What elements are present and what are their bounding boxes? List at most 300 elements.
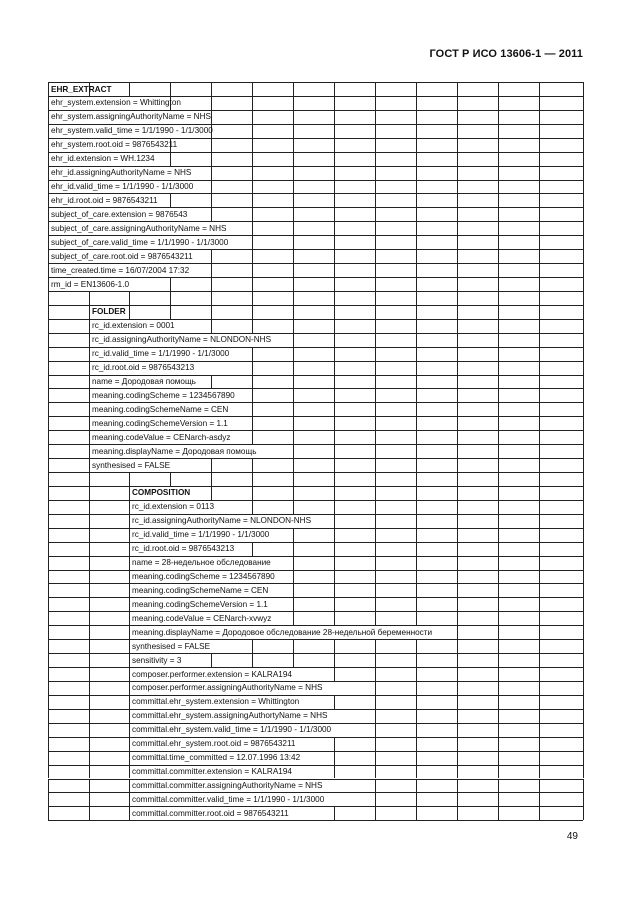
table-cell-border (375, 180, 376, 194)
table-cell-border (498, 500, 499, 514)
table-row: committal.ehr_system.root.oid = 9876543211 (132, 739, 296, 749)
table-cell-border (583, 792, 584, 806)
table-cell-border (334, 500, 335, 514)
table-cell-border (416, 653, 417, 667)
table-cell-border (48, 556, 49, 570)
table-cell-border (457, 570, 458, 584)
table-cell-border (498, 458, 499, 472)
table-cell-border (334, 444, 335, 458)
table-cell-border (375, 514, 376, 528)
table-cell-border (48, 416, 49, 430)
table-cell-border (129, 305, 130, 319)
table-cell-border (293, 305, 294, 319)
table-cell-border (416, 207, 417, 221)
table-cell-border (129, 653, 130, 667)
table-cell-border (457, 347, 458, 361)
table-cell-border (48, 500, 49, 514)
table-cell-border (170, 82, 171, 96)
table-cell-border (457, 681, 458, 695)
table-cell-border (252, 249, 253, 263)
table-cell-border (129, 779, 130, 793)
table-row: committal.ehr_system.extension = Whittington (132, 697, 300, 707)
table-cell-border (89, 695, 90, 709)
table-cell-border (539, 597, 540, 611)
table-cell-border (457, 193, 458, 207)
table-row: rm_id = EN13606-1.0 (51, 279, 130, 289)
table-cell-border (539, 444, 540, 458)
table-row: committal.committer.valid_time = 1/1/1990 - 1/1/3000 (132, 794, 325, 804)
table-cell-border (539, 416, 540, 430)
table-cell-border (583, 319, 584, 333)
table-cell-border (170, 193, 171, 207)
table-cell-border (211, 319, 212, 333)
document-id-header: ГОСТ Р ИСО 13606-1 — 2011 (429, 48, 583, 60)
table-cell-border (498, 806, 499, 820)
table-cell-border (375, 611, 376, 625)
table-cell-border (48, 542, 49, 556)
table-cell-border (48, 779, 49, 793)
table-cell-border (457, 709, 458, 723)
table-cell-border (48, 347, 49, 361)
table-cell-border (48, 709, 49, 723)
table-cell-border (583, 291, 584, 305)
table-cell-border (48, 583, 49, 597)
table-cell-border (416, 779, 417, 793)
table-row: meaning.codeValue = CENarch-asdyz (92, 432, 231, 442)
table-cell-border (252, 388, 253, 402)
table-cell-border (48, 221, 49, 235)
table-row: rc_id.root.oid = 9876543213 (92, 363, 195, 373)
table-cell-border (539, 152, 540, 166)
table-cell-border (170, 305, 171, 319)
table-cell-border (334, 653, 335, 667)
table-cell-border (48, 263, 49, 277)
table-cell-border (89, 291, 90, 305)
table-cell-border (48, 472, 49, 486)
table-row: ehr_system.root.oid = 9876543211 (51, 140, 178, 150)
table-cell-border (375, 249, 376, 263)
table-cell-border (211, 152, 212, 166)
table-cell-border (252, 124, 253, 138)
table-cell-border (334, 249, 335, 263)
table-cell-border (416, 375, 417, 389)
table-row: meaning.codingSchemeName = CEN (92, 404, 229, 414)
table-cell-border (539, 110, 540, 124)
table-cell-border (211, 166, 212, 180)
table-cell-border (539, 486, 540, 500)
table-cell-border (48, 402, 49, 416)
table-cell-border (416, 723, 417, 737)
table-cell-border (89, 458, 90, 472)
table-cell-border (334, 486, 335, 500)
table-cell-border (89, 751, 90, 765)
table-cell-border (375, 639, 376, 653)
table-cell-border (252, 221, 253, 235)
table-cell-border (252, 82, 253, 96)
table-cell-border (498, 96, 499, 110)
table-cell-border (89, 765, 90, 779)
table-row: rc_id.root.oid = 9876543213 (132, 544, 235, 554)
table-cell-border (293, 528, 294, 542)
table-cell-border (293, 333, 294, 347)
table-row: composer.performer.extension = KALRA194 (132, 669, 292, 679)
table-cell-border (211, 96, 212, 110)
table-cell-border (539, 583, 540, 597)
table-cell-border (211, 486, 212, 500)
table-cell-border (539, 792, 540, 806)
table-cell-border (293, 444, 294, 458)
table-cell-border (211, 263, 212, 277)
table-cell-border (457, 597, 458, 611)
table-cell-border (89, 514, 90, 528)
table-cell-border (129, 486, 130, 500)
table-cell-border (48, 193, 49, 207)
table-cell-border (48, 277, 49, 291)
table-cell-border (583, 500, 584, 514)
table-row: subject_of_care.assigningAuthorityName = NHS (51, 223, 227, 233)
table-cell-border (293, 138, 294, 152)
table-cell-border (583, 166, 584, 180)
table-cell-border (583, 709, 584, 723)
table-cell-border (211, 375, 212, 389)
table-cell-border (539, 639, 540, 653)
table-cell-border (498, 486, 499, 500)
table-cell-border (252, 235, 253, 249)
table-cell-border (252, 542, 253, 556)
table-row: subject_of_care.root.oid = 9876543211 (51, 251, 193, 261)
table-cell-border (375, 291, 376, 305)
table-cell-border (416, 611, 417, 625)
table-cell-border (457, 249, 458, 263)
table-cell-border (293, 166, 294, 180)
table-cell-border (498, 430, 499, 444)
table-cell-border (539, 737, 540, 751)
table-cell-border (48, 96, 49, 110)
table-cell-border (293, 96, 294, 110)
table-cell-border (583, 695, 584, 709)
table-cell-border (457, 207, 458, 221)
table-cell-border (498, 416, 499, 430)
table-cell-border (498, 207, 499, 221)
table-cell-border (583, 583, 584, 597)
table-cell-border (498, 277, 499, 291)
table-cell-border (375, 221, 376, 235)
table-cell-border (416, 667, 417, 681)
table-cell-border (89, 570, 90, 584)
table-cell-border (539, 319, 540, 333)
table-cell-border (252, 166, 253, 180)
table-cell-border (539, 806, 540, 820)
table-row: time_created.time = 16/07/2004 17:32 (51, 265, 190, 275)
table-cell-border (48, 792, 49, 806)
table-cell-border (89, 709, 90, 723)
table-cell-border (129, 597, 130, 611)
table-cell-border (457, 124, 458, 138)
table-row: name = 28-недельное обследование (132, 558, 271, 568)
table-cell-border (539, 138, 540, 152)
table-cell-border (211, 291, 212, 305)
table-cell-border (129, 556, 130, 570)
table-cell-border (293, 291, 294, 305)
table-cell-border (293, 319, 294, 333)
table-cell-border (416, 263, 417, 277)
table-cell-border (48, 695, 49, 709)
table-cell-border (583, 416, 584, 430)
table-cell-border (89, 597, 90, 611)
table-cell-border (211, 180, 212, 194)
table-cell-border (89, 583, 90, 597)
table-cell-border (457, 388, 458, 402)
table-cell-border (48, 319, 49, 333)
table-cell-border (48, 110, 49, 124)
table-cell-border (457, 765, 458, 779)
table-cell-border (48, 653, 49, 667)
table-cell-border (48, 444, 49, 458)
table-cell-border (583, 263, 584, 277)
table-cell-border (583, 277, 584, 291)
table-cell-border (211, 82, 212, 96)
table-cell-border (498, 737, 499, 751)
table-cell-border (89, 430, 90, 444)
table-cell-border (334, 667, 335, 681)
table-cell-border (375, 556, 376, 570)
table-cell-border (375, 347, 376, 361)
table-cell-border (416, 124, 417, 138)
table-cell-border (375, 375, 376, 389)
table-cell-border (375, 737, 376, 751)
table-cell-border (583, 110, 584, 124)
table-cell-border (583, 333, 584, 347)
table-row: meaning.displayName = Дородовая помощь (92, 446, 257, 456)
table-cell-border (583, 235, 584, 249)
table-cell-border (583, 193, 584, 207)
table-cell-border (416, 430, 417, 444)
table-cell-border (89, 500, 90, 514)
table-cell-border (539, 347, 540, 361)
table-cell-border (539, 124, 540, 138)
table-cell-border (457, 361, 458, 375)
table-cell-border (129, 695, 130, 709)
table-cell-border (211, 472, 212, 486)
table-cell-border (416, 695, 417, 709)
table-cell-border (416, 737, 417, 751)
table-cell-border (48, 430, 49, 444)
table-cell-border (539, 361, 540, 375)
table-cell-border (334, 556, 335, 570)
table-cell-border (416, 681, 417, 695)
table-cell-border (211, 458, 212, 472)
table-cell-border (252, 430, 253, 444)
table-cell-border (539, 180, 540, 194)
table-cell-border (583, 486, 584, 500)
table-cell-border (375, 263, 376, 277)
table-cell-border (375, 751, 376, 765)
table-cell-border (539, 388, 540, 402)
table-cell-border (583, 207, 584, 221)
table-cell-border (375, 792, 376, 806)
table-cell-border (252, 277, 253, 291)
table-row: committal.time_committed = 12.07.1996 13:42 (132, 753, 301, 763)
table-cell-border (457, 639, 458, 653)
table-cell-border (48, 375, 49, 389)
table-cell-border (89, 486, 90, 500)
table-cell-border (539, 625, 540, 639)
table-cell-border (252, 96, 253, 110)
table-cell-border (539, 458, 540, 472)
table-cell-border (129, 528, 130, 542)
table-cell-border (457, 138, 458, 152)
table-cell-border (539, 235, 540, 249)
table-cell-border (416, 166, 417, 180)
table-cell-border (583, 556, 584, 570)
table-cell-border (498, 709, 499, 723)
table-cell-border (457, 556, 458, 570)
table-cell-border (583, 653, 584, 667)
table-cell-border (416, 180, 417, 194)
table-cell-border (211, 110, 212, 124)
table-cell-border (48, 138, 49, 152)
table-cell-border (498, 319, 499, 333)
table-row: meaning.codingScheme = 1234567890 (92, 390, 235, 400)
table-cell-border (539, 305, 540, 319)
table-cell-border (498, 695, 499, 709)
table-cell-border (334, 333, 335, 347)
table-cell-border (48, 681, 49, 695)
table-cell-border (48, 361, 49, 375)
table-cell-border (498, 333, 499, 347)
table-cell-border (375, 416, 376, 430)
table-row: subject_of_care.extension = 9876543 (51, 209, 188, 219)
table-cell-border (416, 193, 417, 207)
table-cell-border (252, 361, 253, 375)
table-cell-border (416, 486, 417, 500)
table-cell-border (457, 263, 458, 277)
table-cell-border (583, 639, 584, 653)
table-cell-border (334, 542, 335, 556)
table-cell-border (416, 249, 417, 263)
table-cell-border (48, 166, 49, 180)
table-cell-border (457, 653, 458, 667)
table-rule (48, 820, 583, 821)
table-cell-border (48, 667, 49, 681)
table-cell-border (583, 528, 584, 542)
table-cell-border (375, 667, 376, 681)
table-cell-border (252, 458, 253, 472)
table-cell-border (539, 779, 540, 793)
table-row: rc_id.extension = 0001 (92, 321, 175, 331)
table-cell-border (498, 138, 499, 152)
table-cell-border (211, 249, 212, 263)
table-cell-border (375, 402, 376, 416)
table-cell-border (583, 625, 584, 639)
table-cell-border (498, 514, 499, 528)
table-cell-border (48, 388, 49, 402)
table-cell-border (539, 681, 540, 695)
table-cell-border (129, 583, 130, 597)
table-cell-border (498, 597, 499, 611)
table-cell-border (539, 695, 540, 709)
table-cell-border (375, 806, 376, 820)
table-cell-border (416, 792, 417, 806)
table-cell-border (498, 583, 499, 597)
table-cell-border (252, 375, 253, 389)
table-cell-border (457, 806, 458, 820)
table-cell-border (457, 751, 458, 765)
table-cell-border (416, 361, 417, 375)
table-cell-border (252, 138, 253, 152)
table-cell-border (129, 625, 130, 639)
table-cell-border (375, 653, 376, 667)
table-cell-border (252, 152, 253, 166)
table-cell-border (375, 124, 376, 138)
table-cell-border (129, 709, 130, 723)
table-cell-border (89, 542, 90, 556)
table-cell-border (498, 681, 499, 695)
table-cell-border (252, 305, 253, 319)
table-row: rc_id.valid_time = 1/1/1990 - 1/1/3000 (132, 530, 270, 540)
table-cell-border (583, 96, 584, 110)
table-cell-border (583, 681, 584, 695)
table-cell-border (457, 221, 458, 235)
table-cell-border (375, 430, 376, 444)
table-cell-border (375, 152, 376, 166)
table-cell-border (539, 723, 540, 737)
table-row: synthesised = FALSE (92, 460, 171, 470)
table-cell-border (252, 347, 253, 361)
table-cell-border (375, 709, 376, 723)
table-cell-border (498, 291, 499, 305)
table-cell-border (293, 570, 294, 584)
table-cell-border (457, 472, 458, 486)
table-cell-border (375, 542, 376, 556)
table-cell-border (498, 792, 499, 806)
table-cell-border (334, 695, 335, 709)
table-cell-border (583, 597, 584, 611)
table-cell-border (375, 444, 376, 458)
table-cell-border (539, 514, 540, 528)
table-cell-border (252, 639, 253, 653)
table-cell-border (334, 221, 335, 235)
table-cell-border (252, 472, 253, 486)
table-cell-border (583, 779, 584, 793)
table-cell-border (498, 305, 499, 319)
table-cell-border (457, 333, 458, 347)
table-cell-border (129, 765, 130, 779)
table-cell-border (252, 180, 253, 194)
table-cell-border (583, 444, 584, 458)
table-cell-border (583, 806, 584, 820)
table-cell-border (89, 681, 90, 695)
table-cell-border (293, 277, 294, 291)
table-cell-border (48, 751, 49, 765)
table-row: subject_of_care.valid_time = 1/1/1990 - 1/1/3000 (51, 237, 229, 247)
table-row: ehr_id.extension = WH.1234 (51, 154, 155, 164)
table-cell-border (293, 597, 294, 611)
table-cell-border (539, 472, 540, 486)
table-cell-border (89, 667, 90, 681)
table-cell-border (416, 542, 417, 556)
table-cell-border (375, 472, 376, 486)
table-cell-border (334, 430, 335, 444)
table-cell-border (375, 193, 376, 207)
table-cell-border (129, 514, 130, 528)
table-cell-border (334, 639, 335, 653)
table-cell-border (48, 249, 49, 263)
table-cell-border (539, 249, 540, 263)
table-cell-border (498, 124, 499, 138)
table-cell-border (498, 765, 499, 779)
table-cell-border (334, 291, 335, 305)
